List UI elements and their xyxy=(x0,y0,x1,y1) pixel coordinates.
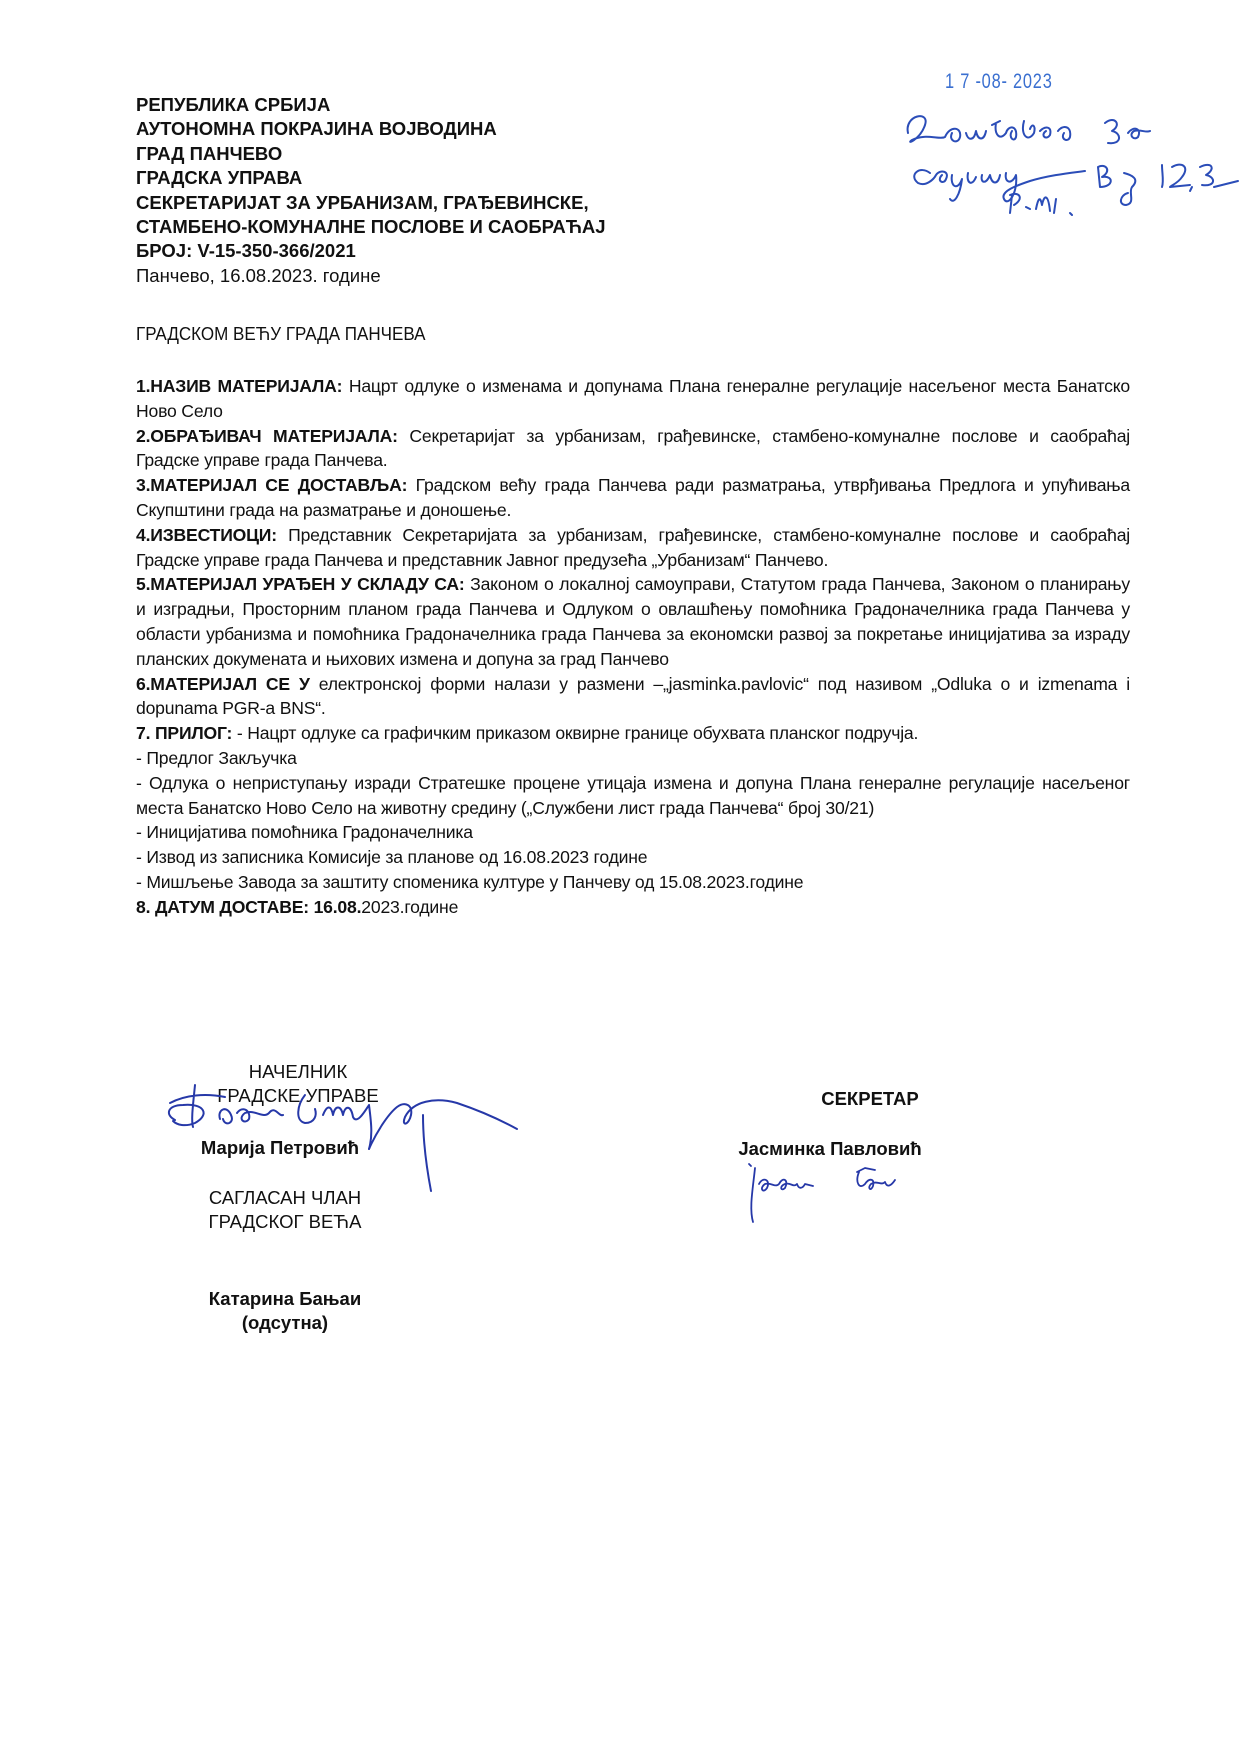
item-text: електронској форми налази у размени –„jasminka.pavlovic“ под називом „Odluka o и izmenama i dopunama PGR-a BNS“. xyxy=(136,673,1130,719)
signature-left xyxy=(165,1075,535,1195)
signatory-title-line: САГЛАСАН ЧЛАН xyxy=(208,1187,362,1208)
item-label: 8. ДАТУМ ДОСТАВЕ: 16.08. xyxy=(136,896,362,917)
attachment-list-item: - Одлука о неприступању изради Стратешке процене утицаја измена и допуна Плана генералне регулације насељеног места Банатско Ново Село на животну средину („Службени лист града Панчева“ број 30/21) xyxy=(136,772,1130,818)
item-electronic-form xyxy=(136,672,1130,722)
header-line-secretariat-1: СЕКРЕТАРИЈАТ ЗА УРБАНИЗАМ, ГРАЂЕВИНСКЕ, xyxy=(136,191,589,213)
attachment-list-item: - Предлог Закључка xyxy=(136,747,297,768)
item-text: Градском већу града Панчева ради разматрања, утврђивања Предлога и упућивања Скупштини града на разматрање и доношење. xyxy=(136,475,1130,520)
signatory-note: (одсутна) xyxy=(241,1312,329,1333)
item-label: 4.ИЗВЕСТИОЦИ: xyxy=(136,524,277,545)
document-number: БРОЈ: V-15-350-366/2021 xyxy=(136,240,356,262)
signature-right xyxy=(735,1158,915,1228)
header-line-republic: РЕПУБЛИКА СРБИЈА xyxy=(136,94,331,115)
signatory-title-line: ГРАДСКЕ УПРАВЕ xyxy=(217,1085,379,1106)
item-text: Нацрт одлуке о изменама и допунама Плана генералне регулације насељеног места Банатско Ново Село xyxy=(136,376,1130,421)
place-date: Панчево, 16.08.2023. године xyxy=(136,264,381,286)
item-text: 2023.године xyxy=(361,896,459,917)
header-line-province: АУТОНОМНА ПОКРАЈИНА ВОЈВОДИНА xyxy=(136,118,497,140)
attachment-list-item: - Мишљење Завода за заштиту споменика културе у Панчеву од 15.08.2023.године xyxy=(136,871,804,892)
document-header xyxy=(136,93,606,288)
item-label: 5.МАТЕРИЈАЛ УРАЂЕН У СКЛАДУ СА: xyxy=(136,574,465,595)
signatory-right-name: Јасминка Павловић xyxy=(738,1138,922,1159)
item-text: Представник Секретаријата за урбанизам, грађевинске, стамбено-комуналне послове и саобраћај Градске управе града Панчева и представник Јавног предузећа „Урбанизам“ Панчево. xyxy=(136,524,1130,570)
item-text: - Нацрт одлуке са графичким приказом оквирне границе обухвата планског подручја. xyxy=(232,723,919,744)
header-line-city: ГРАД ПАНЧЕВО xyxy=(136,142,283,164)
header-line-secretariat-2: СТАМБЕНО-КОМУНАЛНЕ ПОСЛОВЕ И САОБРАЋАЈ xyxy=(136,216,606,238)
item-material-delivered-to xyxy=(136,473,1130,523)
item-label: 1.НАЗИВ МАТЕРИЈАЛА: xyxy=(136,376,343,396)
handwritten-note xyxy=(900,95,1240,225)
item-attachments xyxy=(136,721,1130,746)
item-rapporteurs xyxy=(136,523,1130,573)
signatory-title-line: НАЧЕЛНИК xyxy=(248,1061,348,1082)
attachment-list-item: - Извод из записника Комисије за планове од 16.08.2023 године xyxy=(136,847,648,868)
addressee: ГРАДСКОМ ВЕЋУ ГРАДА ПАНЧЕВА xyxy=(136,323,426,344)
signatory-right-title: СЕКРЕТАР xyxy=(821,1088,919,1109)
item-material-author xyxy=(136,424,1130,474)
received-stamp-date: 1 7 -08- 2023 xyxy=(945,70,1053,93)
signatory-left-name: Марија Петровић xyxy=(200,1137,360,1158)
signatory-name: Катарина Бањаи xyxy=(208,1288,362,1309)
item-label: 6.МАТЕРИЈАЛ СЕ У xyxy=(136,673,310,694)
document-body xyxy=(136,374,1130,920)
signatory-title-line: ГРАДСКОГ ВЕЋА xyxy=(208,1211,362,1232)
signatory-council-name xyxy=(165,1287,405,1335)
item-text: Законом о локалној самоуправи, Статутом града Панчева, Законом о планирању и изградњи, Просторним планом града Панчева и Одлуком о овлашћењу помоћника Градоначелника града Панчева у области урбанизма и помоћника Градоначелника града Панчева за економски развој за покретање иницијатива за израду планских докумената и њихових измена и допуна за град Панчево xyxy=(136,574,1130,669)
item-label: 7. ПРИЛОГ: xyxy=(136,723,233,744)
item-text: Секретаријат за урбанизам, грађевинске, стамбено-комуналне послове и саобраћај Градске управе града Панчева. xyxy=(136,425,1130,471)
item-label: 3.МАТЕРИЈАЛ СЕ ДОСТАВЉА: xyxy=(136,475,408,496)
signatory-council-title xyxy=(165,1186,405,1234)
item-delivery-date xyxy=(136,895,1130,920)
item-legal-basis xyxy=(136,572,1130,671)
attachment-list-item: - Иницијатива помоћника Градоначелника xyxy=(136,822,473,843)
item-label: 2.ОБРАЂИВАЧ МАТЕРИЈАЛА: xyxy=(136,425,398,446)
item-material-name xyxy=(136,374,1130,424)
header-line-administration: ГРАДСКА УПРАВА xyxy=(136,167,303,189)
